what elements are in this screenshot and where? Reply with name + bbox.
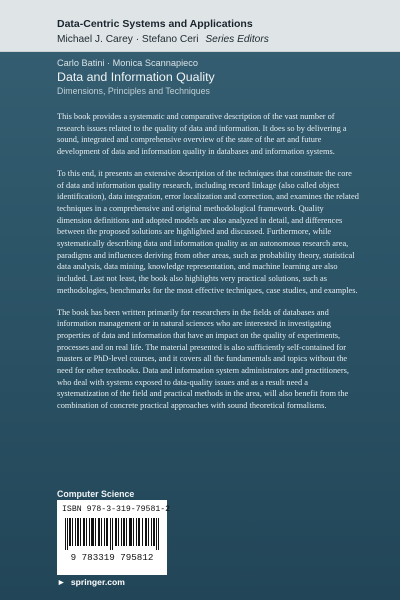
barcode-digits: 9 783319 795812 — [70, 552, 154, 563]
isbn-text: ISBN 978-3-319-79581-2 — [62, 505, 171, 514]
springer-link[interactable] — [57, 577, 125, 587]
book-authors: Carlo Batini · Monica Scannapieco — [57, 58, 198, 68]
book-title: Data and Information Quality — [57, 70, 215, 84]
right-arrow-icon: ► — [57, 577, 66, 587]
series-editors: Michael J. Carey · Stefano Ceri — [57, 34, 199, 45]
series-editors-role: Series Editors — [205, 34, 269, 45]
series-editors-line — [57, 34, 269, 45]
description-paragraph-2: To this end, it presents an extensive description of the techniques that constitute the core of data and information quality research, including record linkage (also called object identification), data integration, error localization and correction, and examines the related techniques in a comprehensive and original methodological framework. Quality dimension definitions and adopted models are also analyzed in detail, and differences between the proposed solutions are highlighted and discussed. Furthermore, while systematically describing data and information quality as an autonomous research area, paradigms and influences deriving from other areas, such as probability theory, statistical data analysis, data mining, knowledge representation, and machine learning are also included. Last not least, the book also highlights very practical solutions, such as methodologies, benchmarks for the most effective techniques, case studies, and examples. — [57, 168, 359, 295]
book-subtitle: Dimensions, Principles and Techniques — [57, 86, 210, 96]
description-paragraph-3: The book has been written primarily for researchers in the fields of databases and information management or in natural sciences who are interested in investigating properties of data and information that have an impact on the quality of experiments, processes and on real life. The material presented is also sufficiently self-contained for masters or PhD-level courses, and it covers all the fundamentals and topics without the need for other textbooks. Data and information system administrators and practitioners, who deal with systems exposed to data-quality issues and as a result need a systematization of the field and practical methods in the area, will also benefit from the combination of concrete practical approaches with sound theoretical formalisms. — [57, 307, 349, 411]
barcode-image — [65, 518, 159, 550]
isbn-barcode-panel — [57, 500, 171, 575]
subject-category: Computer Science — [57, 489, 135, 499]
springer-link-text[interactable]: springer.com — [70, 577, 125, 587]
description-paragraph-1: This book provides a systematic and comparative description of the vast number of research issues related to the quality of data and information. It does so by delivering a sound, integrated and comprehensive overview of the state of the art and future development of data and information quality in databases and information systems. — [57, 112, 347, 157]
book-description — [57, 111, 359, 422]
series-title: Data-Centric Systems and Applications — [57, 18, 253, 30]
